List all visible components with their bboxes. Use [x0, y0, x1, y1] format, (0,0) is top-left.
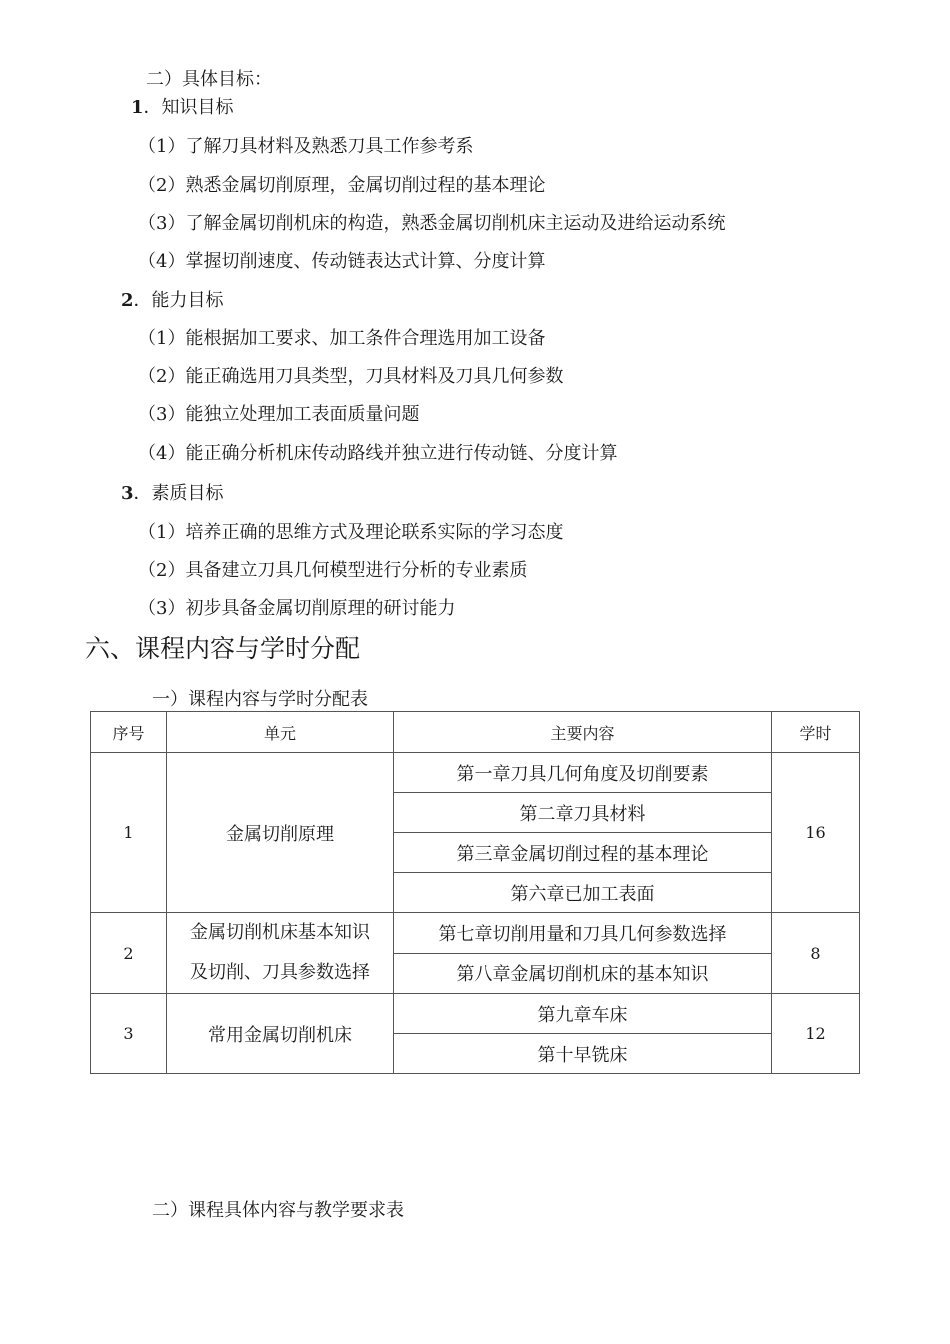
goal-group-knowledge-title: 1．知识目标 — [131, 97, 234, 118]
table-row — [91, 753, 860, 793]
goal-group-label: 能力目标 — [151, 290, 224, 311]
row-hours: 8 — [772, 913, 860, 994]
row-unit — [167, 913, 394, 994]
header-unit: 单元 — [167, 712, 394, 753]
header-content: 主要内容 — [394, 712, 772, 753]
table-header-row — [91, 712, 860, 753]
ability-goal-item: （4）能正确分析机床传动路线并独立进行传动链、分度计算 — [138, 443, 618, 464]
goal-group-quality-title: 3．素质目标 — [121, 483, 224, 504]
quality-goal-item: （2）具备建立刀具几何模型进行分析的专业素质 — [138, 560, 528, 581]
course-allocation-table — [90, 711, 860, 1074]
row-index: 2 — [91, 913, 167, 994]
row-content: 第七章切削用量和刀具几何参数选择 — [394, 913, 772, 954]
table-row — [91, 913, 860, 954]
row-content: 第三章金属切削过程的基本理论 — [394, 833, 772, 873]
row-content: 第一章刀具几何角度及切削要素 — [394, 753, 772, 793]
row-index: 3 — [91, 994, 167, 1074]
goal-group-number: 3 — [121, 483, 134, 504]
knowledge-goal-item: （2）熟悉金属切削原理，金属切削过程的基本理论 — [138, 175, 546, 196]
knowledge-goal-item: （3）了解金属切削机床的构造，熟悉金属切削机床主运动及进给运动系统 — [138, 213, 726, 234]
row-content: 第六章已加工表面 — [394, 873, 772, 913]
quality-goal-item: （3）初步具备金属切削原理的研讨能力 — [138, 598, 456, 619]
ability-goal-item: （1）能根据加工要求、加工条件合理选用加工设备 — [138, 328, 546, 349]
specific-goals-heading: 二）具体目标： — [146, 69, 272, 90]
header-index: 序号 — [91, 712, 167, 753]
table-caption-2: 二）课程具体内容与教学要求表 — [152, 1200, 404, 1221]
row-unit: 金属切削原理 — [167, 753, 394, 913]
ability-goal-item: （2）能正确选用刀具类型，刀具材料及刀具几何参数 — [138, 366, 564, 387]
table-caption: 一）课程内容与学时分配表 — [152, 689, 368, 710]
quality-goal-item: （1）培养正确的思维方式及理论联系实际的学习态度 — [138, 522, 564, 543]
section-heading: 六、课程内容与学时分配 — [85, 634, 361, 663]
row-hours: 12 — [772, 994, 860, 1074]
row-content: 第九章车床 — [394, 994, 772, 1034]
goal-group-number: 2 — [121, 290, 134, 311]
goal-group-number: 1 — [131, 97, 144, 118]
goal-group-label: 素质目标 — [151, 483, 224, 504]
row-unit-line: 及切削、刀具参数选择 — [190, 962, 370, 983]
ability-goal-item: （3）能独立处理加工表面质量问题 — [138, 404, 420, 425]
row-hours: 16 — [772, 753, 860, 913]
row-index: 1 — [91, 753, 167, 913]
row-unit: 常用金属切削机床 — [167, 994, 394, 1074]
header-hours: 学时 — [772, 712, 860, 753]
knowledge-goal-item: （1）了解刀具材料及熟悉刀具工作参考系 — [138, 136, 474, 157]
row-content: 第二章刀具材料 — [394, 793, 772, 833]
row-unit-line: 金属切削机床基本知识 — [190, 922, 370, 943]
knowledge-goal-item: （4）掌握切削速度、传动链表达式计算、分度计算 — [138, 251, 546, 272]
goal-group-ability-title: 2．能力目标 — [121, 290, 224, 311]
goal-group-label: 知识目标 — [161, 97, 234, 118]
row-content: 第十早铣床 — [394, 1034, 772, 1074]
row-content: 第八章金属切削机床的基本知识 — [394, 953, 772, 994]
table-row — [91, 994, 860, 1034]
